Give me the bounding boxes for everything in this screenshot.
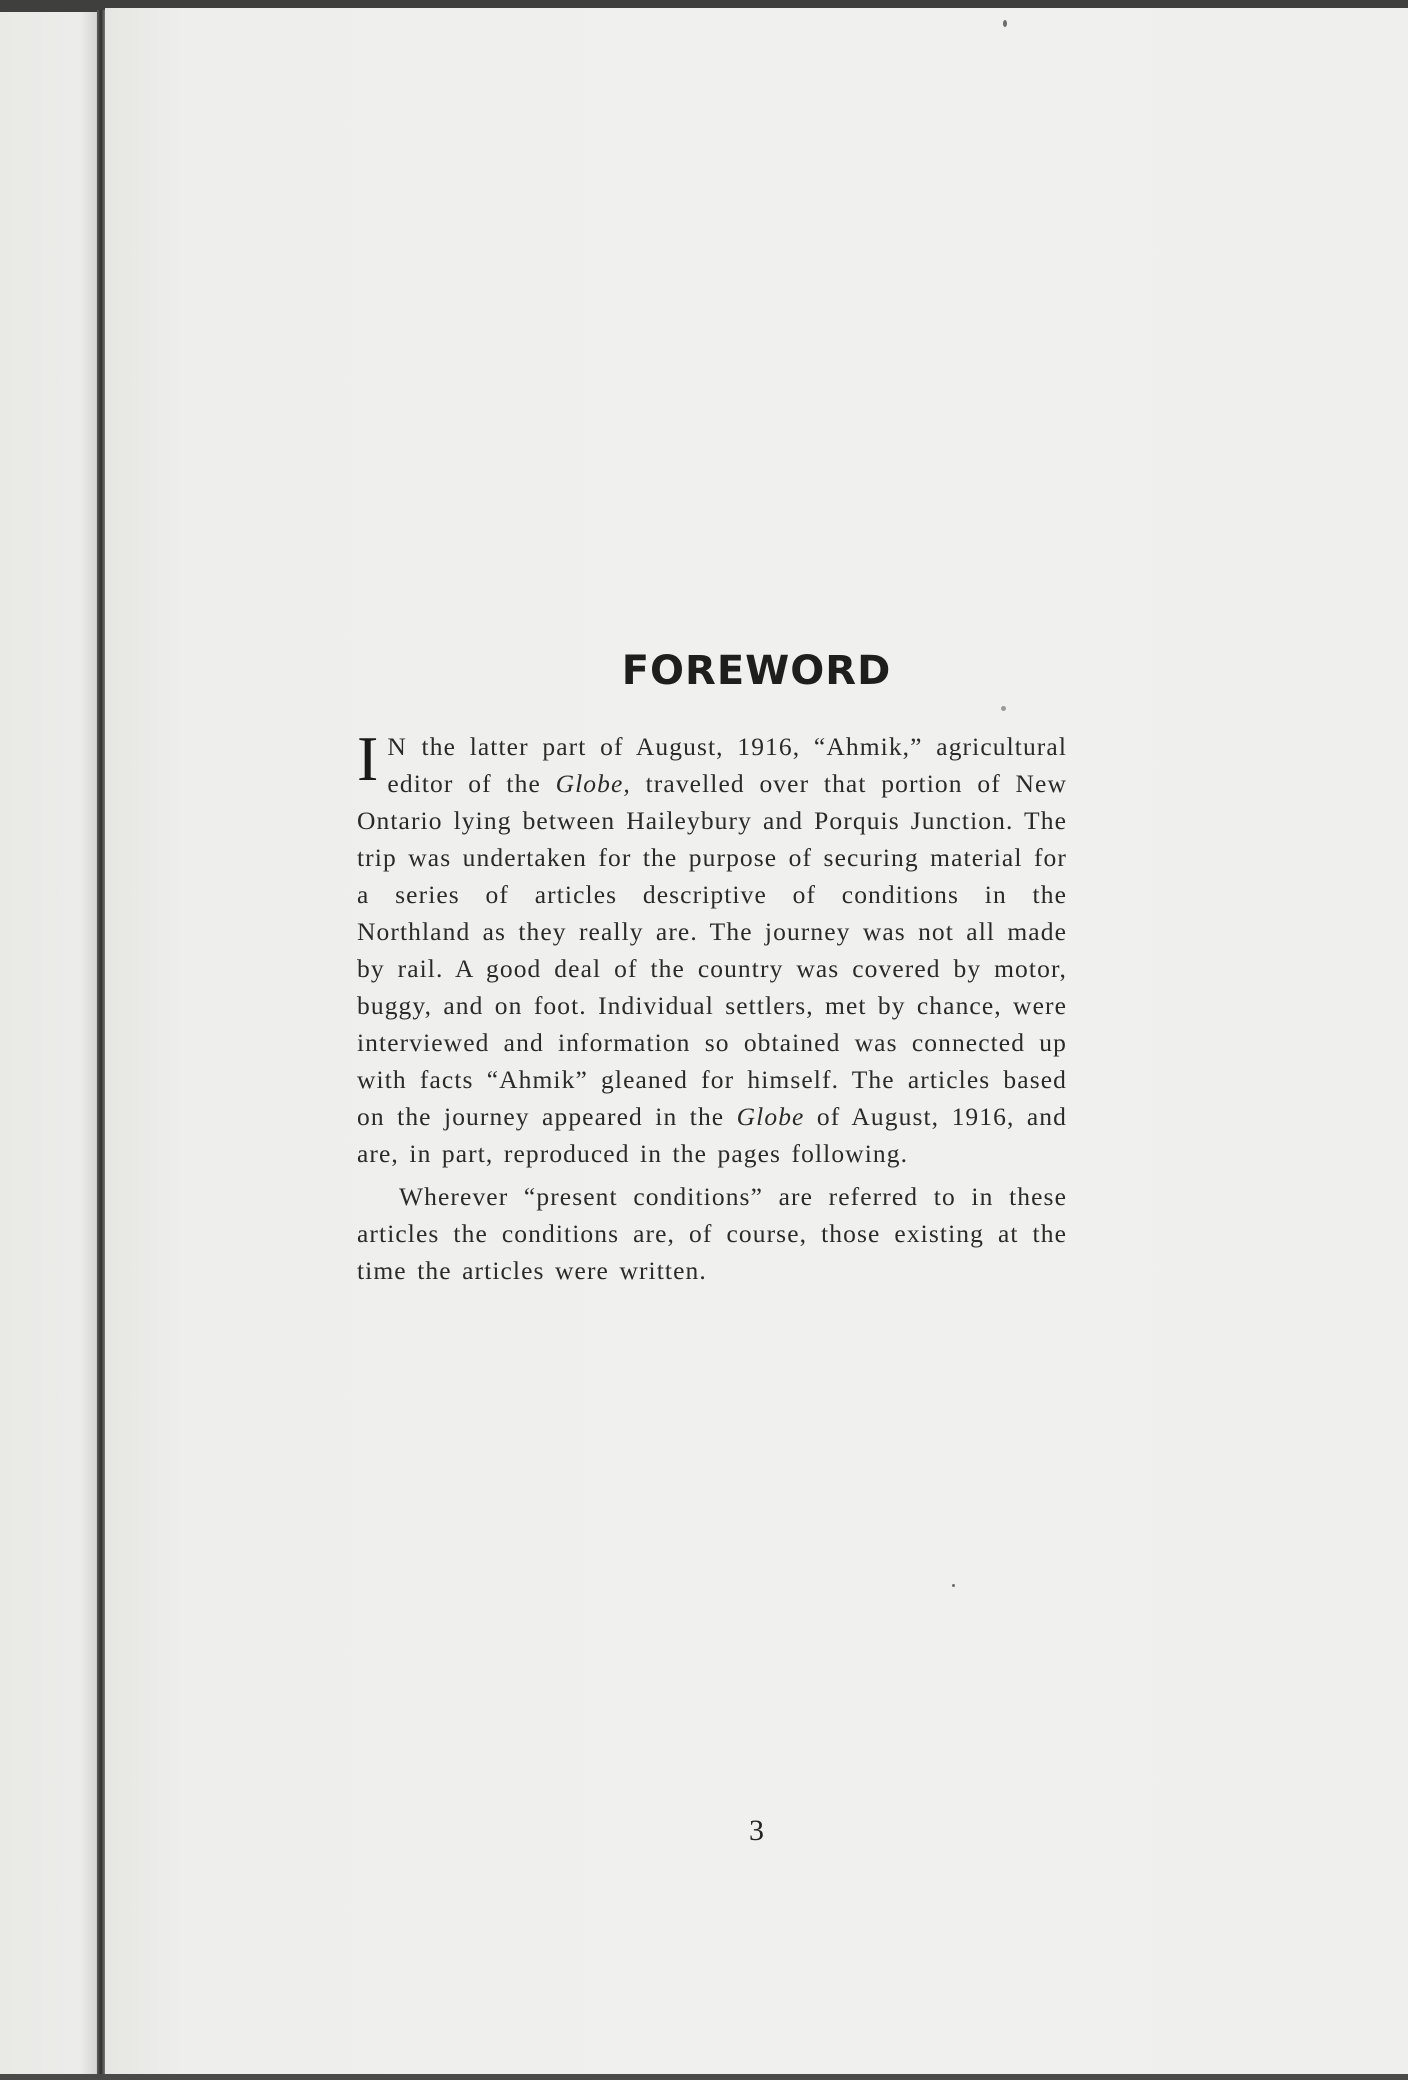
- foreword-body: [357, 723, 1067, 1289]
- paragraph-1-middle: travelled over that portion of New Ontario lying between Haileybury and Porquis Junction. The trip was undertaken for the purpose of securing material for a series of articles descriptive of conditions in the Northland as they really are. The journey was not all made by rail. A good deal of the country was covered by motor, buggy, and on foot. Individual settlers, met by chance, were interviewed and information so obtained was connected up with facts “Ahmik” gleaned for himself. The articles based on the journey appeared in the: [357, 769, 1067, 1131]
- book-page: [105, 8, 1408, 2074]
- paragraph-1: [357, 723, 1067, 1172]
- first-word-rest: N: [387, 732, 408, 761]
- page-title: FOREWORD: [621, 648, 892, 694]
- book-spine: [97, 10, 105, 2074]
- dust-speck: [1003, 20, 1007, 27]
- scan-border-bottom: [0, 2074, 1408, 2080]
- dust-speck: [952, 1584, 955, 1587]
- dust-speck: [1001, 706, 1006, 711]
- paragraph-2: Wherever “present conditions” are referred to in these articles the conditions are, of course, those existing at the time the articles were written.: [357, 1182, 1067, 1285]
- previous-page-edge: [0, 12, 100, 2074]
- page-content: [105, 8, 1408, 2074]
- paragraph-1-start: the latter part of August, 1916, “Ahmik,” agricultural editor of the: [387, 732, 1067, 798]
- paragraph-1-end: of August, 1916, and are, in part, reproduced in the pages following.: [357, 1102, 1067, 1168]
- drop-cap: I: [357, 723, 380, 794]
- globe-title-1: Globe,: [555, 769, 631, 798]
- page-number: 3: [749, 1814, 764, 1847]
- globe-title-2: Globe: [736, 1102, 805, 1131]
